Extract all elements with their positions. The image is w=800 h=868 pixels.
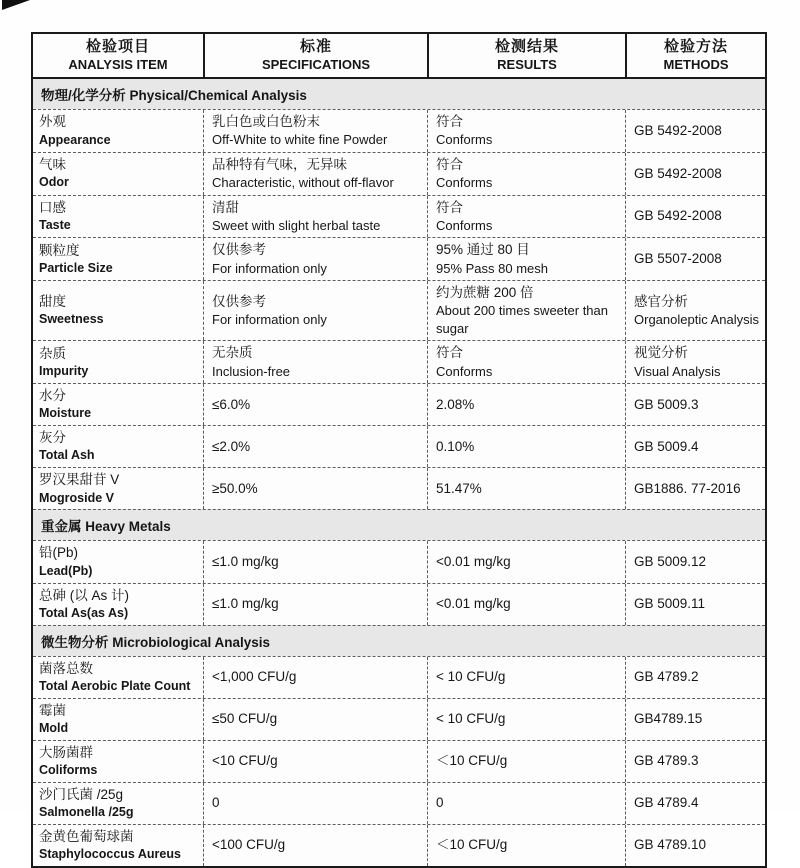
cell-method [625,196,765,238]
cell-spec [203,699,427,740]
cell-item-line: Taste [39,218,71,233]
column-header-analysis-item [33,34,203,77]
table-row [33,340,765,383]
cell-spec [203,584,427,625]
cell-item-line: 外观 [39,114,66,130]
table-row [33,824,765,866]
column-header-zh: 检验项目 [85,38,150,55]
cell-method-line: GB 5009.3 [634,396,699,412]
cell-spec [203,281,427,340]
cell-spec-line: <100 CFU/g [212,837,286,853]
cell-method-line: Visual Analysis [634,363,721,379]
cell-item-line: Total As(as As) [39,605,129,620]
cell-result [427,657,625,698]
cell-result-line: 95% Pass 80 mesh [436,260,549,276]
cell-spec-line: 品种特有气味，无异味 [212,156,347,172]
column-header-en: METHODS [663,56,729,72]
cell-method-line: GB 4789.4 [634,795,699,811]
column-header-zh: 标准 [299,38,332,55]
cell-result [427,281,625,340]
cell-method [625,783,765,824]
cell-result [427,196,625,238]
cell-method [625,110,765,152]
cell-item-line: 霉菌 [39,702,66,718]
column-header-en: SPECIFICATIONS [261,56,371,72]
cell-spec [203,657,427,698]
cell-method-line: GB 5009.11 [634,595,706,611]
cell-result [427,541,625,582]
cell-spec-line: <10 CFU/g [212,753,278,769]
table-row [33,740,765,782]
section-header-row-2 [33,625,765,656]
cell-item [33,281,203,340]
cell-item [33,468,203,509]
cell-result-line: < 10 CFU/g [436,669,506,685]
cell-item-line: 灰分 [39,430,66,446]
cell-method-line: Organoleptic Analysis [634,312,760,328]
cell-item-line: 罗汉果甜苷 V [39,472,120,488]
cell-result [427,238,625,280]
cell-item [33,341,203,383]
table-row [33,540,765,582]
cell-result-line: <0.01 mg/kg [436,595,511,611]
cell-method [625,153,765,195]
cell-result-line: Conforms [436,174,493,190]
cell-spec-line: Inclusion-free [212,363,291,379]
coa-table-body [33,79,765,866]
cell-result-line: 95% 通过 80 目 [436,242,530,258]
cell-spec-line: 仅供参考 [212,293,266,309]
cell-item-line: Mogroside V [39,490,115,505]
cell-result-line: 符合 [436,156,463,172]
cell-result [427,110,625,152]
cell-spec-line: For information only [212,260,327,276]
cell-item-line: Salmonella /25g [39,805,134,820]
scan-corner-mark [2,0,30,10]
cell-method-line: GB1886. 77-2016 [634,480,741,496]
table-row [33,698,765,740]
cell-method-line: GB 5492-2008 [634,165,722,181]
cell-spec-line: ≥50.0% [212,480,258,496]
cell-spec-line: Off-White to white fine Powder [212,132,388,148]
table-row [33,109,765,152]
cell-item-line: 菌落总数 [39,660,93,676]
cell-result [427,468,625,509]
cell-result-line: Conforms [436,217,493,233]
cell-result [427,741,625,782]
cell-method-line: GB4789.15 [634,711,703,727]
cell-spec-line: 仅供参考 [212,242,266,258]
cell-method [625,584,765,625]
cell-item-line: Odor [39,175,69,190]
cell-spec-line: ≤6.0% [212,396,251,412]
cell-result-line: 符合 [436,199,463,215]
cell-spec-line: 0 [212,795,220,811]
cell-spec-line: 乳白色或白色粉末 [212,114,320,129]
cell-result-line: Conforms [436,132,493,148]
table-row [33,383,765,425]
cell-spec [203,238,427,280]
cell-item-line: 水分 [39,388,66,404]
cell-item-line: 沙门氏菌 /25g [39,786,124,802]
cell-method-line: GB 5009.4 [634,438,699,454]
cell-spec-line: Sweet with slight herbal taste [212,217,381,233]
table-row [33,152,765,195]
cell-item [33,699,203,740]
cell-item-line: Mold [39,720,69,735]
cell-method-line: 视觉分析 [634,345,688,361]
column-header-zh: 检验方法 [663,38,728,55]
section-header-row-1 [33,509,765,540]
cell-item-line: Total Aerobic Plate Count [39,678,191,693]
cell-item-line: 杂质 [39,345,66,361]
cell-result [427,426,625,467]
cell-result-line: 符合 [436,114,463,129]
cell-method-line: GB 4789.3 [634,753,699,769]
cell-item-line: Impurity [39,363,89,378]
cell-result [427,584,625,625]
cell-spec [203,825,427,866]
cell-spec-line: 清甜 [212,199,239,215]
cell-item-line: 总砷 (以 As 计) [39,587,129,603]
cell-spec-line: ≤1.0 mg/kg [212,553,279,569]
cell-method-line: GB 5492-2008 [634,208,722,224]
cell-method [625,699,765,740]
cell-spec-line: 无杂质 [212,345,253,361]
cell-method [625,468,765,509]
column-header-en: ANALYSIS ITEM [68,56,168,72]
cell-result [427,384,625,425]
cell-item-line: 铅(Pb) [39,545,79,561]
cell-method-line: GB 5507-2008 [634,251,722,267]
table-row [33,656,765,698]
table-row [33,195,765,238]
column-header-specifications [203,34,427,77]
cell-item-line: Total Ash [39,448,95,463]
cell-item-line: Lead(Pb) [39,563,93,578]
table-row [33,782,765,824]
cell-result-line: 符合 [436,345,463,361]
cell-item [33,741,203,782]
section-title: 微生物分析 Microbiological Analysis [41,634,271,650]
cell-item-line: 甜度 [39,294,66,310]
cell-spec-line: <1,000 CFU/g [212,669,297,685]
cell-item-line: Coliforms [39,763,98,778]
cell-item-line: 气味 [39,157,66,173]
cell-item-line: Appearance [39,132,111,147]
cell-item [33,783,203,824]
cell-method [625,426,765,467]
column-header-results [427,34,625,77]
cell-spec-line: For information only [212,312,327,328]
cell-result-line: 约为蔗糖 200 倍 [436,285,534,301]
cell-item-line: Sweetness [39,312,104,327]
cell-spec [203,426,427,467]
cell-item-line: 颗粒度 [39,242,80,258]
cell-method [625,825,765,866]
cell-item-line: 大肠菌群 [39,744,93,760]
cell-method-line: GB 5009.12 [634,553,707,569]
cell-method [625,281,765,340]
cell-method [625,657,765,698]
column-header-en: RESULTS [497,56,557,72]
cell-item [33,110,203,152]
cell-item [33,384,203,425]
cell-spec [203,783,427,824]
cell-result [427,783,625,824]
cell-method [625,384,765,425]
table-row [33,280,765,340]
cell-item [33,541,203,582]
section-header-row-0 [33,79,765,109]
cell-method [625,741,765,782]
cell-method-line: GB 4789.2 [634,669,699,685]
cell-spec [203,541,427,582]
cell-method-line: GB 5492-2008 [634,122,722,138]
table-row [33,467,765,509]
cell-item [33,153,203,195]
cell-item [33,196,203,238]
table-row [33,425,765,467]
cell-spec-line: ≤2.0% [212,438,251,454]
cell-spec [203,468,427,509]
cell-item [33,657,203,698]
column-header-methods [625,34,765,77]
cell-result-line: 0 [436,795,444,811]
cell-spec-line: Characteristic, without off-flavor [212,174,394,190]
cell-method-line: 感官分析 [634,293,688,309]
cell-result [427,341,625,383]
cell-spec [203,384,427,425]
cell-spec [203,153,427,195]
cell-item [33,426,203,467]
cell-method [625,341,765,383]
cell-result [427,699,625,740]
section-title: 物理/化学分析 Physical/Chemical Analysis [41,88,307,103]
cell-result-line: 0.10% [436,438,475,454]
cell-spec [203,110,427,152]
cell-result-line: <0.01 mg/kg [436,553,511,569]
cell-result-line: Conforms [436,363,493,379]
cell-method [625,541,765,582]
cell-spec-line: ≤1.0 mg/kg [212,595,279,611]
cell-result [427,153,625,195]
cell-result-line: 51.47% [436,480,482,496]
cell-item-line: Moisture [39,406,92,421]
cell-result-line: ＜10 CFU/g [436,837,508,853]
cell-method [625,238,765,280]
table-row [33,237,765,280]
cell-spec-line: ≤50 CFU/g [212,711,278,727]
cell-item [33,584,203,625]
cell-spec [203,741,427,782]
cell-method-line: GB 4789.10 [634,837,707,853]
cell-spec [203,196,427,238]
coa-table [31,32,767,868]
column-header-zh: 检测结果 [494,38,559,55]
cell-result-line: About 200 times sweeter than sugar [436,303,608,336]
cell-item-line: 口感 [39,199,66,215]
cell-spec [203,341,427,383]
cell-item-line: Staphylococcus Aureus [39,847,181,862]
table-row [33,583,765,625]
cell-item-line: Particle Size [39,260,113,275]
cell-result-line: < 10 CFU/g [436,711,506,727]
cell-result [427,825,625,866]
section-title: 重金属 Heavy Metals [41,519,171,535]
cell-item [33,825,203,866]
cell-result-line: ＜10 CFU/g [436,753,508,769]
cell-result-line: 2.08% [436,396,475,412]
table-header-row [33,34,765,79]
cell-item [33,238,203,280]
cell-item-line: 金黄色葡萄球菌 [39,828,134,844]
